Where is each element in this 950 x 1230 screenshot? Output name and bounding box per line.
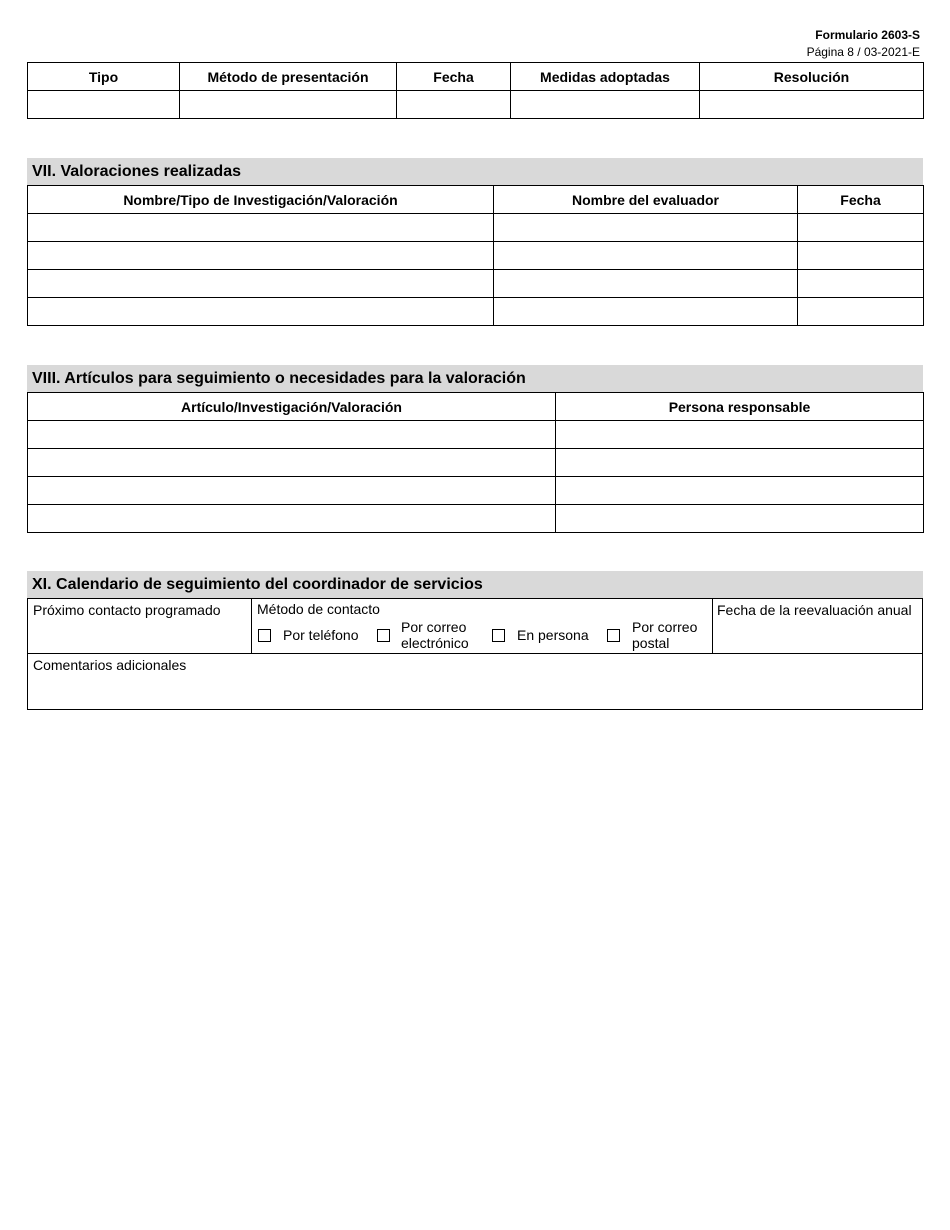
postal-option-line2: postal	[632, 635, 670, 651]
table-header-row	[28, 186, 924, 214]
col-metodo: Método de presentación	[180, 63, 397, 91]
section-7-title: VII. Valoraciones realizadas	[27, 158, 923, 185]
email-option-line1: Por correo	[401, 619, 467, 635]
table-cell[interactable]	[28, 421, 556, 449]
table-cell[interactable]	[798, 242, 924, 270]
table-cell[interactable]	[28, 505, 556, 533]
postal-option-line1: Por correo	[632, 619, 698, 635]
col-fecha: Fecha	[798, 186, 924, 214]
table-row[interactable]	[28, 421, 924, 449]
form-number: Formulario 2603-S	[815, 28, 920, 42]
table-cell[interactable]	[798, 214, 924, 242]
table-cell[interactable]	[397, 91, 511, 119]
contact-method-label: Método de contacto	[257, 601, 380, 617]
col-tipo: Tipo	[28, 63, 180, 91]
next-contact-label: Próximo contacto programado	[33, 602, 221, 618]
table-cell[interactable]	[28, 242, 494, 270]
table-cell[interactable]	[556, 477, 924, 505]
table-cell[interactable]	[556, 505, 924, 533]
followup-schedule	[27, 598, 923, 710]
table-row[interactable]	[28, 298, 924, 326]
comments-label: Comentarios adicionales	[33, 657, 187, 673]
col-evaluador: Nombre del evaluador	[494, 186, 798, 214]
col-resolucion: Resolución	[700, 63, 924, 91]
table-cell[interactable]	[28, 449, 556, 477]
col-persona: Persona responsable	[556, 393, 924, 421]
table-cell[interactable]	[798, 298, 924, 326]
phone-checkbox[interactable]	[258, 629, 271, 642]
email-checkbox[interactable]	[377, 629, 390, 642]
in-person-option-label: En persona	[517, 627, 589, 643]
table-cell[interactable]	[28, 270, 494, 298]
table-row[interactable]	[28, 477, 924, 505]
section-8-title: VIII. Artículos para seguimiento o necesidades para la valoración	[27, 365, 923, 392]
table-row[interactable]	[28, 214, 924, 242]
table-cell[interactable]	[494, 242, 798, 270]
email-option-line2: electrónico	[401, 635, 469, 651]
table-cell[interactable]	[556, 449, 924, 477]
table-cell[interactable]	[28, 298, 494, 326]
col-fecha: Fecha	[397, 63, 511, 91]
annual-reeval-label: Fecha de la reevaluación anual	[717, 602, 912, 618]
table-header-row	[28, 393, 924, 421]
table-cell[interactable]	[700, 91, 924, 119]
postal-option-label	[632, 619, 697, 651]
col-nombre-tipo: Nombre/Tipo de Investigación/Valoración	[28, 186, 494, 214]
contact-method-field	[252, 599, 713, 653]
table-row[interactable]	[28, 242, 924, 270]
next-contact-field[interactable]	[28, 599, 252, 653]
assessments-table	[27, 185, 924, 326]
table-cell[interactable]	[511, 91, 700, 119]
table-cell[interactable]	[494, 270, 798, 298]
table-cell[interactable]	[798, 270, 924, 298]
comments-field[interactable]	[28, 654, 922, 709]
postal-checkbox[interactable]	[607, 629, 620, 642]
section-11-title: XI. Calendario de seguimiento del coordinador de servicios	[27, 571, 923, 598]
email-option-label	[401, 619, 469, 651]
table-row[interactable]	[28, 449, 924, 477]
table-row[interactable]	[28, 505, 924, 533]
table-header-row	[28, 63, 924, 91]
complaints-table	[27, 62, 924, 119]
table-cell[interactable]	[494, 214, 798, 242]
col-medidas: Medidas adoptadas	[511, 63, 700, 91]
table-cell[interactable]	[180, 91, 397, 119]
table-cell[interactable]	[556, 421, 924, 449]
followup-items-table	[27, 392, 924, 533]
table-cell[interactable]	[28, 477, 556, 505]
table-row[interactable]	[28, 270, 924, 298]
table-cell[interactable]	[494, 298, 798, 326]
table-cell[interactable]	[28, 214, 494, 242]
phone-option-label: Por teléfono	[283, 627, 359, 643]
page-info: Página 8 / 03-2021-E	[806, 45, 920, 59]
col-articulo: Artículo/Investigación/Valoración	[28, 393, 556, 421]
in-person-checkbox[interactable]	[492, 629, 505, 642]
table-row[interactable]	[28, 91, 924, 119]
annual-reeval-field[interactable]	[713, 599, 922, 653]
table-cell[interactable]	[28, 91, 180, 119]
